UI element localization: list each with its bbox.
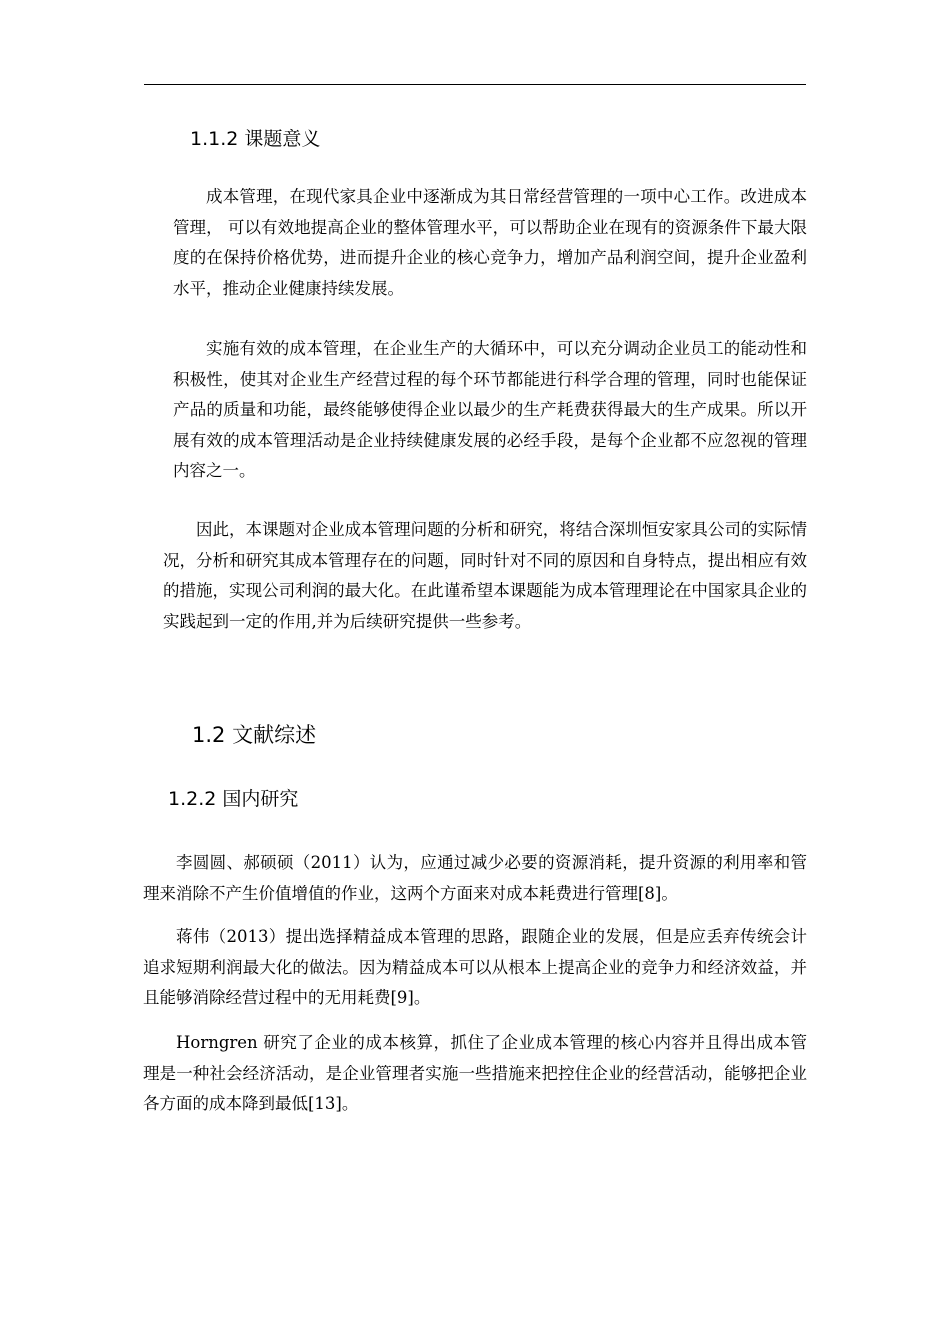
paragraph-significance-1: 成本管理，在现代家具企业中逐渐成为其日常经营管理的一项中心工作。改进成本管理， 可以有效地提高企业的整体管理水平，可以帮助企业在现有的资源条件下最大限度的在保持价格优势，进而提升企业的核心竞争力，增加产品利润空间，提升企业盈利水平，推动企业健康持续发展。 bbox=[173, 187, 807, 298]
paragraph-significance-2: 实施有效的成本管理，在企业生产的大循环中，可以充分调动企业员工的能动性和积极性，使其对企业生产经营过程的每个环节都能进行科学合理的管理，同时也能保证产品的质量和功能，最终能够使得企业以最少的生产耗费获得最大的生产成果。所以开展有效的成本管理活动是企业持续健康发展的必经手段，是每个企业都不应忽视的管理内容之一。 bbox=[173, 339, 807, 480]
header-rule bbox=[144, 84, 806, 85]
paragraph-domestic-3: Horngren 研究了企业的成本核算，抓住了企业成本管理的核心内容并且得出成本管理是一种社会经济活动，是企业管理者实施一些措施来把控住企业的经营活动，能够把企业各方面的成本降到最低[13]。 bbox=[143, 1033, 807, 1113]
paragraph-significance-3: 因此，本课题对企业成本管理问题的分析和研究，将结合深圳恒安家具公司的实际情况，分析和研究其成本管理存在的问题，同时针对不同的原因和自身特点，提出相应有效的措施，实现公司利润的最大化。在此谨希望本课题能为成本管理理论在中国家具企业的实践起到一定的作用,并为后续研究提供一些参考。 bbox=[163, 520, 807, 631]
paragraph-domestic-2: 蒋伟（2013）提出选择精益成本管理的思路，跟随企业的发展，但是应丢弃传统会计追求短期利润最大化的做法。因为精益成本可以从根本上提高企业的竞争力和经济效益，并且能够消除经营过程中的无用耗费[9]。 bbox=[143, 927, 807, 1007]
paragraph-domestic-1: 李圆圆、郝硕硕（2011）认为，应通过减少必要的资源消耗，提升资源的利用率和管理来消除不产生价值增值的作业，这两个方面来对成本耗费进行管理[8]。 bbox=[143, 853, 807, 903]
section-heading-1-2: 1.2 文献综述 bbox=[192, 723, 317, 747]
section-heading-1-1-2: 1.1.2 课题意义 bbox=[190, 128, 321, 150]
section-heading-1-2-2: 1.2.2 国内研究 bbox=[168, 788, 299, 810]
